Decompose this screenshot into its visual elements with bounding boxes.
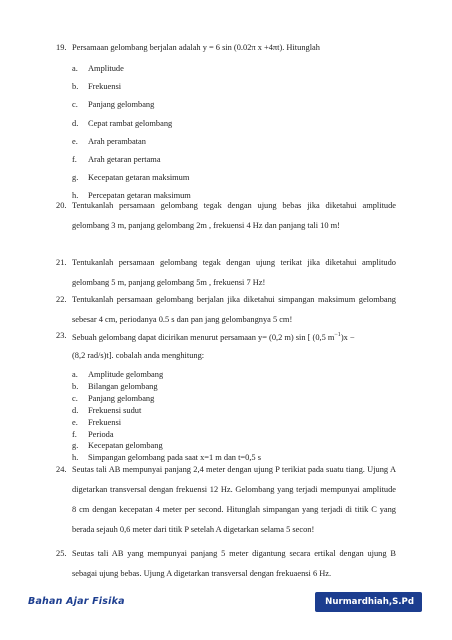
option-text: Amplitude gelombang	[88, 370, 164, 379]
question-24	[56, 464, 396, 540]
option-letter: d.	[72, 405, 79, 415]
question-number: 21.	[56, 258, 67, 267]
option-item	[72, 136, 146, 147]
option-letter: h.	[72, 453, 79, 463]
option-item	[72, 81, 121, 92]
question-text: Sebuah gelombang dapat dicirikan menurut persamaan y= (0,2 m) sin [ (0,5 $m^{-1})x$ −	[72, 332, 355, 342]
option-letter: h.	[72, 191, 79, 201]
question-text: Tentukanlah persamaan gelombang tegak dengan ujung terikat jika diketahui amplitudo gelombang 5 m, panjang gelombang 5m , frekuensi 7 Hz!	[72, 257, 396, 287]
option-letter: d.	[72, 118, 79, 128]
option-text: Simpangan gelombang pada saat x=1 m dan t=0,5 s	[88, 453, 261, 463]
question-text: Persamaan gelombang berjalan adalah y = 6 sin (0.02π x +4πt). Hitunglah	[72, 43, 320, 52]
footer-brand: Bahan Ajar Fisika	[28, 596, 125, 607]
option-letter: g.	[72, 441, 79, 451]
question-number: 22.	[56, 295, 67, 304]
question-text: Seutas tali AB yang mempunyai panjang 5 meter digantung secara ertikal dengan ujung B sebagai ujung bebas. Ujung A digetarkan transversal dengan frekuaensi 6 Hz.	[72, 548, 396, 578]
question-text: Seutas tali AB mempunyai panjang 2,4 meter dengan ujung P terikiat pada suatu tiang. Ujung A digetarkan transversal dengan frekuensi 12 Hz. Gelombang yang terjadi mempunyai amplitude 8 cm dengan kecepatan 4 meter per second. Hitunglah simpangan yang terjadi di titik C yang berada sejauh 0,6 meter dari titik P setelah A digetarkan selama 5 secon!	[72, 464, 396, 534]
option-letter: c.	[72, 393, 78, 403]
option-letter: a.	[72, 370, 78, 379]
option-text: Kecepatan getaran maksimum	[88, 173, 190, 183]
option-text: Frekuensi	[88, 417, 122, 427]
option-item	[72, 99, 154, 110]
question-text: Tentukanlah persamaan gelombang tegak dengan ujung bebas jika diketahui amplitude gelombang 3 m, panjang gelombang 2m , frekuensi 4 Hz dan panjang tali 10 m!	[72, 200, 396, 230]
option-text: Frekuensi	[88, 82, 122, 92]
question-text: Tentukanlah persamaan gelombang berjalan jika diketahui simpangan maksimum gelombang sebesar 4 cm, periodanya 0.5 s dan pan jang gelombangnya 5 cm!	[72, 294, 396, 324]
option-text: Perioda	[88, 429, 114, 439]
question-number: 25.	[56, 549, 67, 558]
option-item	[72, 118, 172, 129]
question-20	[56, 200, 396, 236]
option-item	[72, 417, 121, 428]
option-item	[72, 381, 158, 392]
page-footer	[0, 592, 452, 614]
option-letter: f.	[72, 155, 77, 164]
option-item	[72, 440, 163, 451]
question-23	[56, 330, 396, 343]
option-text: Panjang gelombang	[88, 100, 155, 110]
option-letter: c.	[72, 100, 78, 110]
option-text: Arah getaran pertama	[88, 155, 161, 164]
option-text: Percepatan getaran maksimum	[88, 191, 191, 201]
option-text: Amplitude	[88, 64, 124, 73]
option-letter: f.	[72, 429, 77, 439]
option-item	[72, 393, 154, 404]
option-item	[72, 369, 163, 380]
option-letter: b.	[72, 381, 79, 391]
option-letter: e.	[72, 417, 78, 427]
question-19	[56, 42, 396, 53]
option-item	[72, 405, 141, 416]
option-item	[72, 429, 114, 440]
option-text: Kecepatan gelombang	[88, 441, 163, 451]
question-number: 19.	[56, 43, 67, 52]
question-number: 20.	[56, 201, 67, 210]
question-21	[56, 257, 396, 293]
option-text: Frekuensi sudut	[88, 405, 142, 415]
option-text: Bilangan gelombang	[88, 381, 158, 391]
footer-author-badge: Nurmardhiah,S.Pd	[315, 592, 422, 612]
question-23-line2: (8,2 rad/s)t]. cobalah anda menghitung:	[72, 351, 205, 360]
option-item	[72, 172, 189, 183]
option-letter: e.	[72, 136, 78, 146]
option-text: Arah perambatan	[88, 136, 146, 146]
question-25	[56, 548, 396, 584]
option-letter: g.	[72, 173, 79, 183]
question-number: 23.	[56, 331, 67, 340]
question-number: 24.	[56, 465, 67, 474]
option-text: Panjang gelombang	[88, 393, 155, 403]
option-text: Cepat rambat gelombang	[88, 118, 173, 128]
option-item	[72, 154, 161, 165]
option-letter: a.	[72, 64, 78, 73]
option-item	[72, 63, 124, 74]
question-22	[56, 294, 396, 330]
option-letter: b.	[72, 82, 79, 92]
